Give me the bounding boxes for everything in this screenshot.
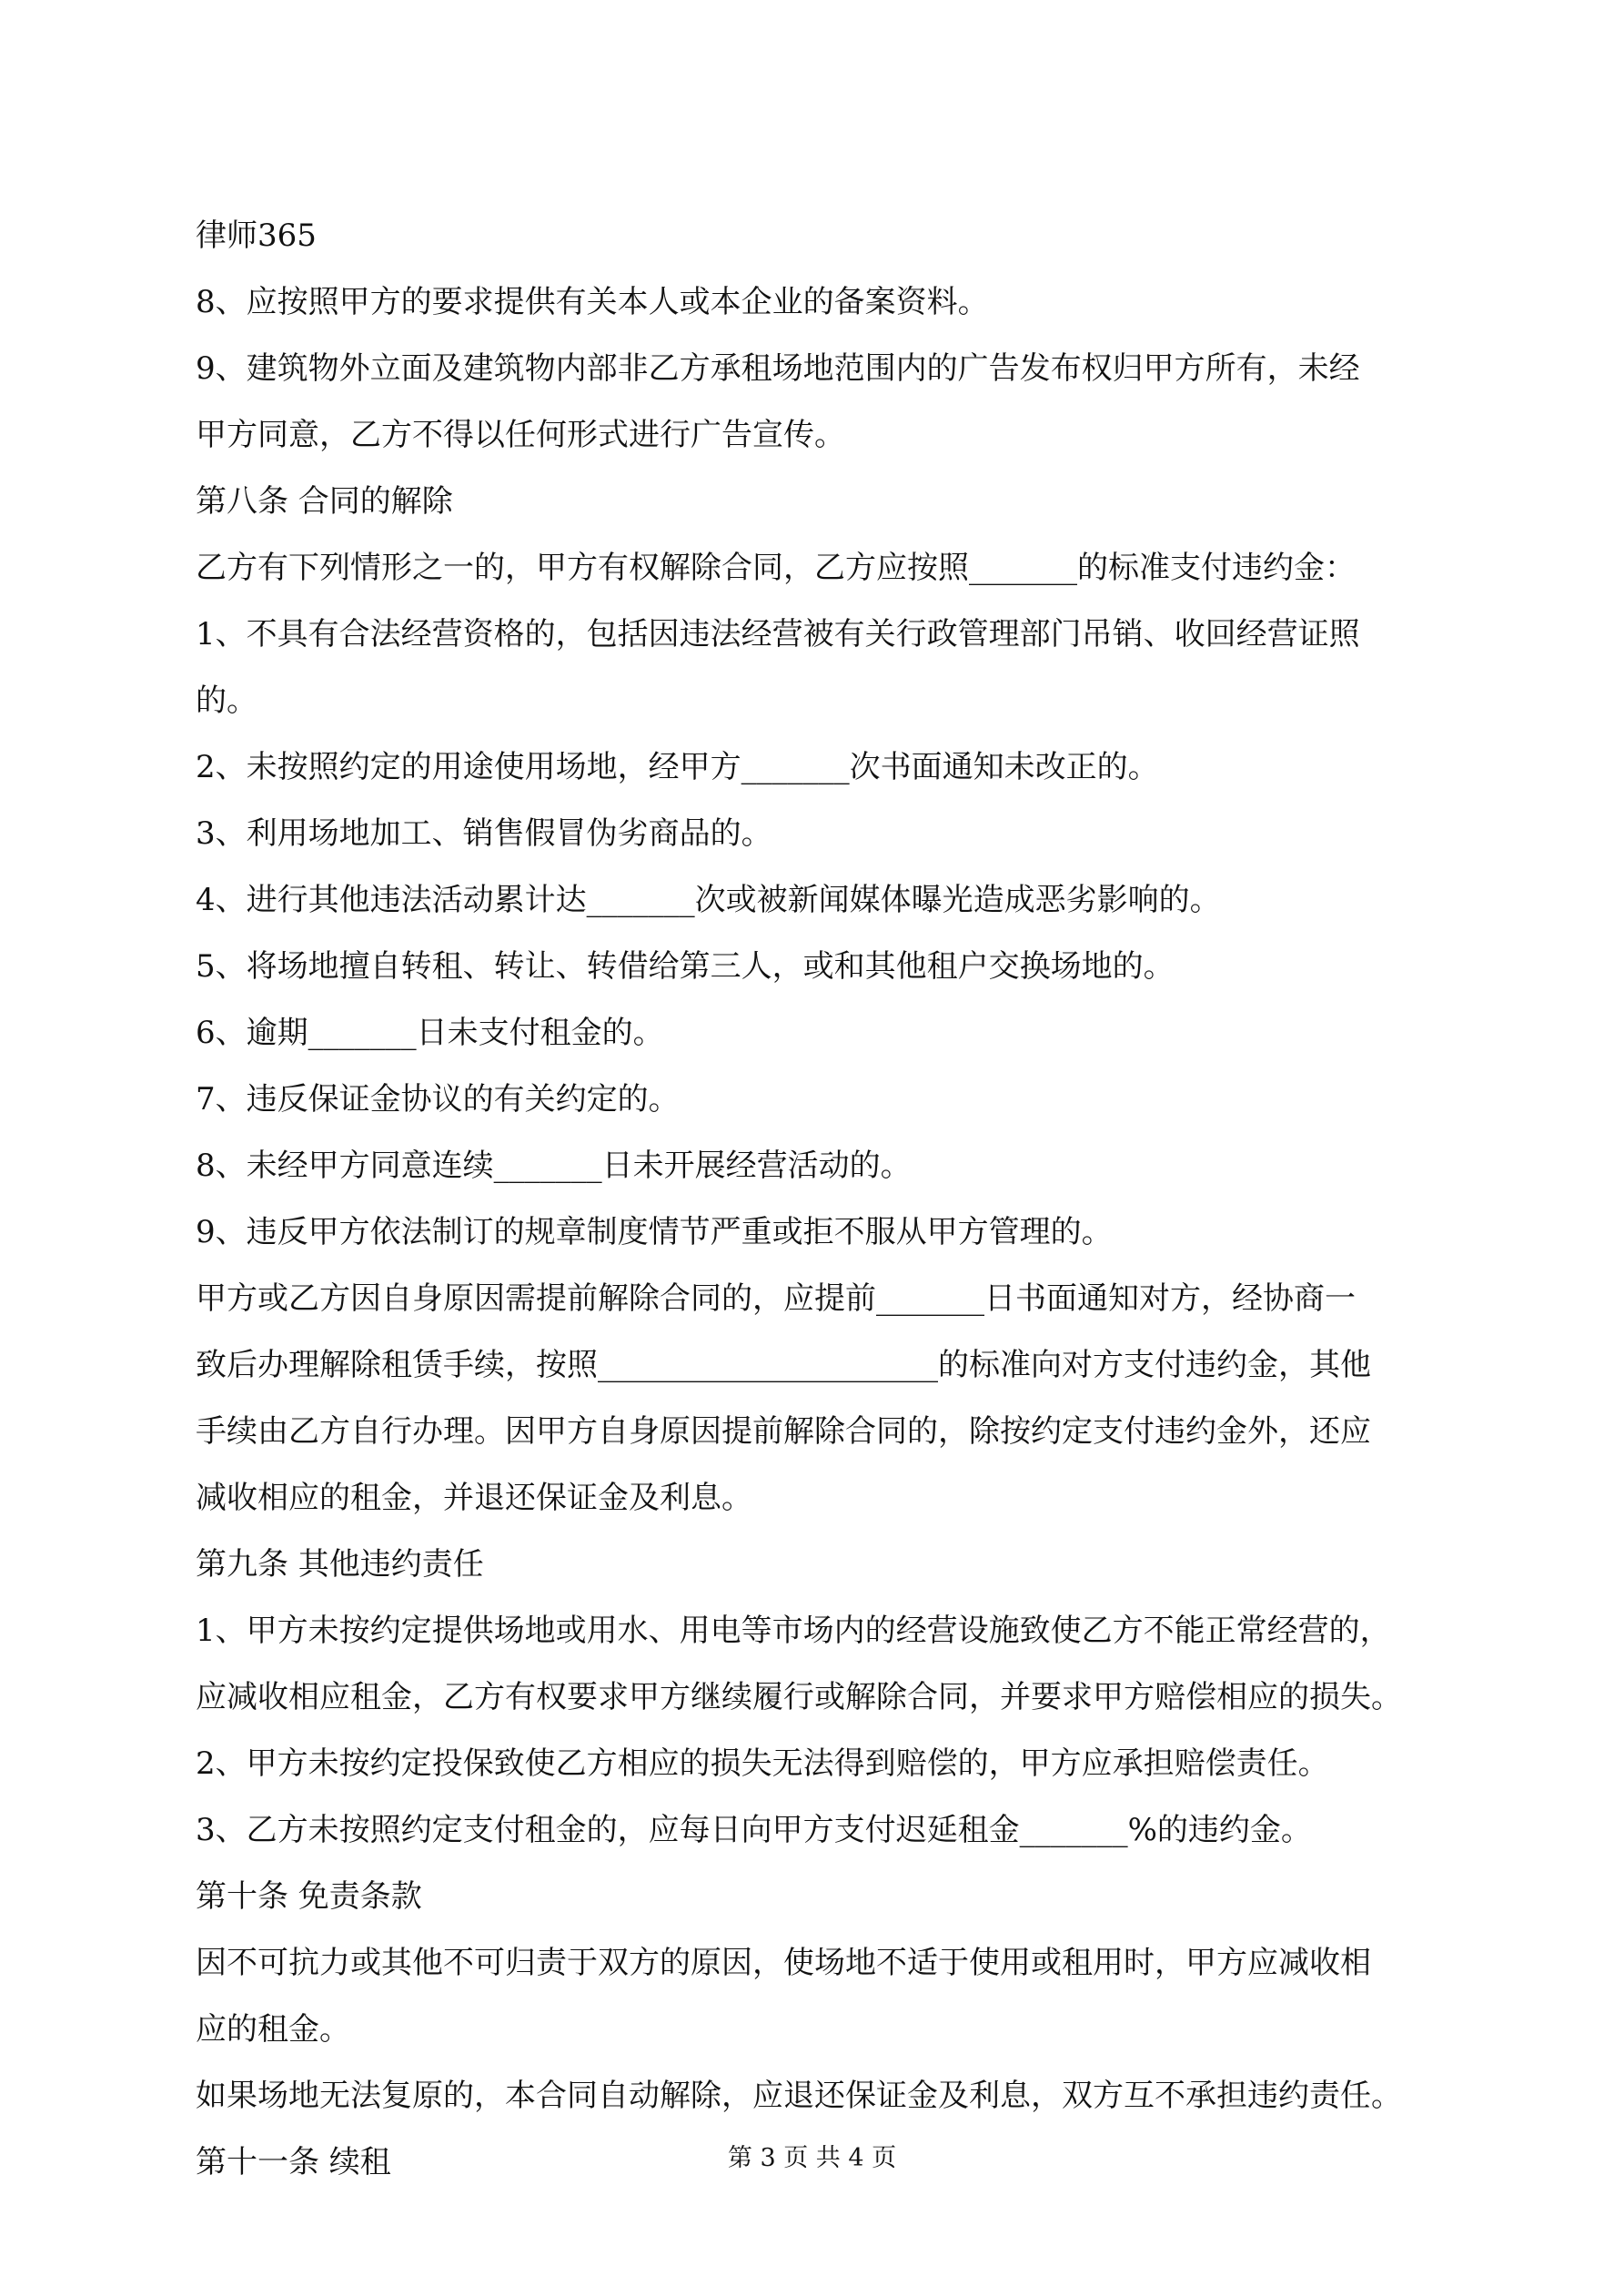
clause-line: 手续由乙方自行办理。因甲方自身原因提前解除合同的，除按约定支付违约金外，还应	[196, 1413, 1371, 1450]
clause-line: 1、不具有合法经营资格的，包括因违法经营被有关行政管理部门吊销、收回经营证照	[196, 616, 1360, 652]
clause-line: 9、建筑物外立面及建筑物内部非乙方承租场地范围内的广告发布权归甲方所有，未经	[196, 350, 1360, 387]
clause-line: 3、利用场地加工、销售假冒伪劣商品的。	[196, 815, 772, 852]
clause-line: 2、甲方未按约定投保致使乙方相应的损失无法得到赔偿的，甲方应承担赔偿责任。	[196, 1745, 1329, 1782]
clause-line: 6、逾期_______日未支付租金的。	[196, 1015, 664, 1051]
section-heading: 第十一条 续租	[196, 2144, 391, 2180]
page-footer: 第 3 页 共 4 页	[727, 2144, 897, 2172]
clause-line: 因不可抗力或其他不可归责于双方的原因，使场地不适于使用或租用时，甲方应减收相	[196, 1945, 1371, 1981]
clause-line: 1、甲方未按约定提供场地或用水、用电等市场内的经营设施致使乙方不能正常经营的，	[196, 1613, 1391, 1649]
clause-line: 致后办理解除租赁手续，按照______________________的标准向对方支付违约金，其他	[196, 1347, 1371, 1383]
clause-line: 的。	[196, 683, 257, 719]
clause-line: 5、将场地擅自转租、转让、转借给第三人，或和其他租户交换场地的。	[196, 948, 1175, 985]
clause-line: 8、应按照甲方的要求提供有关本人或本企业的备案资料。	[196, 284, 989, 320]
clause-line: 8、未经甲方同意连续_______日未开展经营活动的。	[196, 1148, 912, 1184]
document-body	[196, 203, 1451, 2196]
clause-line: 甲方或乙方因自身原因需提前解除合同的，应提前_______日书面通知对方，经协商一	[196, 1280, 1356, 1317]
clause-line: 2、未按照约定的用途使用场地，经甲方_______次书面通知未改正的。	[196, 749, 1159, 785]
section-heading: 第十条 免责条款	[196, 1878, 422, 1915]
clause-line: 9、违反甲方依法制订的规章制度情节严重或拒不服从甲方管理的。	[196, 1214, 1113, 1250]
clause-line: 3、乙方未按照约定支付租金的，应每日向甲方支付迟延租金_______%的违约金。	[196, 1812, 1312, 1848]
clause-line: 应的租金。	[196, 2011, 350, 2048]
clause-line: 应减收相应租金，乙方有权要求甲方继续履行或解除合同，并要求甲方赔偿相应的损失。	[196, 1679, 1402, 1715]
clause-line: 4、进行其他违法活动累计达_______次或被新闻媒体曝光造成恶劣影响的。	[196, 882, 1221, 918]
clause-line: 7、违反保证金协议的有关约定的。	[196, 1081, 680, 1118]
clause-line: 甲方同意，乙方不得以任何形式进行广告宣传。	[196, 417, 845, 453]
clause-line: 乙方有下列情形之一的，甲方有权解除合同，乙方应按照_______的标准支付违约金：	[196, 550, 1356, 586]
section-heading: 第九条 其他违约责任	[196, 1546, 484, 1583]
section-heading: 第八条 合同的解除	[196, 483, 453, 520]
header-text: 律师365	[196, 217, 317, 254]
clause-line: 减收相应的租金，并退还保证金及利息。	[196, 1480, 752, 1516]
clause-line: 如果场地无法复原的，本合同自动解除，应退还保证金及利息，双方互不承担违约责任。	[196, 2078, 1402, 2114]
